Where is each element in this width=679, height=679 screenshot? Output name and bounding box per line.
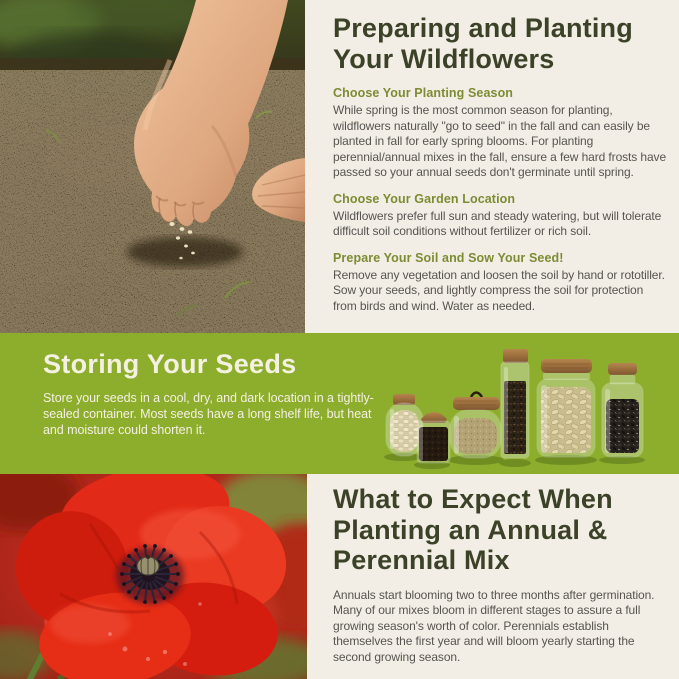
garden-location-heading: Choose Your Garden Location (333, 191, 516, 206)
seed-jars-photo (383, 339, 668, 473)
storing-text-column (43, 333, 388, 438)
prepare-soil-body: Remove any vegetation and loosen the soil by hand or rototiller. Sow your seeds, and lightly compress the soil for protection from birds and wind. Water as needed. (333, 267, 665, 313)
hand-sowing-seeds-photo (0, 0, 305, 333)
expect-title: What to Expect When Planting an Annual & Perennial Mix (333, 484, 613, 575)
planting-season-heading: Choose Your Planting Season (333, 86, 514, 100)
garden-location-body: Wildflowers prefer full sun and steady watering, but will tolerate difficult soil conditions without fertilizer or rich soil. (333, 208, 662, 238)
planting-season-body: While spring is the most common season for planting, wildflowers naturally "go to seed" in the fall and can easily be planted in fall for early spring blooms. For planting perennial/annual mixes in the fall, ensure a few hard frosts have passed so your annual seeds don't germinate until spring. (333, 103, 667, 179)
prepare-soil-heading: Prepare Your Soil and Sow Your Seed! (333, 250, 564, 265)
storing-body: Store your seeds in a cool, dry, and dark location in a tightly-sealed container. Most seeds have a long shelf life, but heat and moisture could shorten it. (43, 391, 374, 437)
section-what-to-expect (0, 474, 679, 679)
expect-text-column (333, 474, 667, 665)
expect-body: Annuals start blooming two to three months after germination. Many of our mixes bloom in different stages to assure a full growing season's worth of color. Perennials establish themselves the first year and will bloom yearly starting the second growing season. (333, 587, 655, 664)
planting-text-column (333, 0, 667, 314)
poppy-flower-photo (0, 474, 307, 679)
storing-title: Storing Your Seeds (43, 349, 297, 379)
section-storing-seeds (0, 333, 679, 474)
planting-title: Preparing and Planting Your Wildflowers (333, 13, 633, 74)
section-preparing-planting (0, 0, 679, 333)
